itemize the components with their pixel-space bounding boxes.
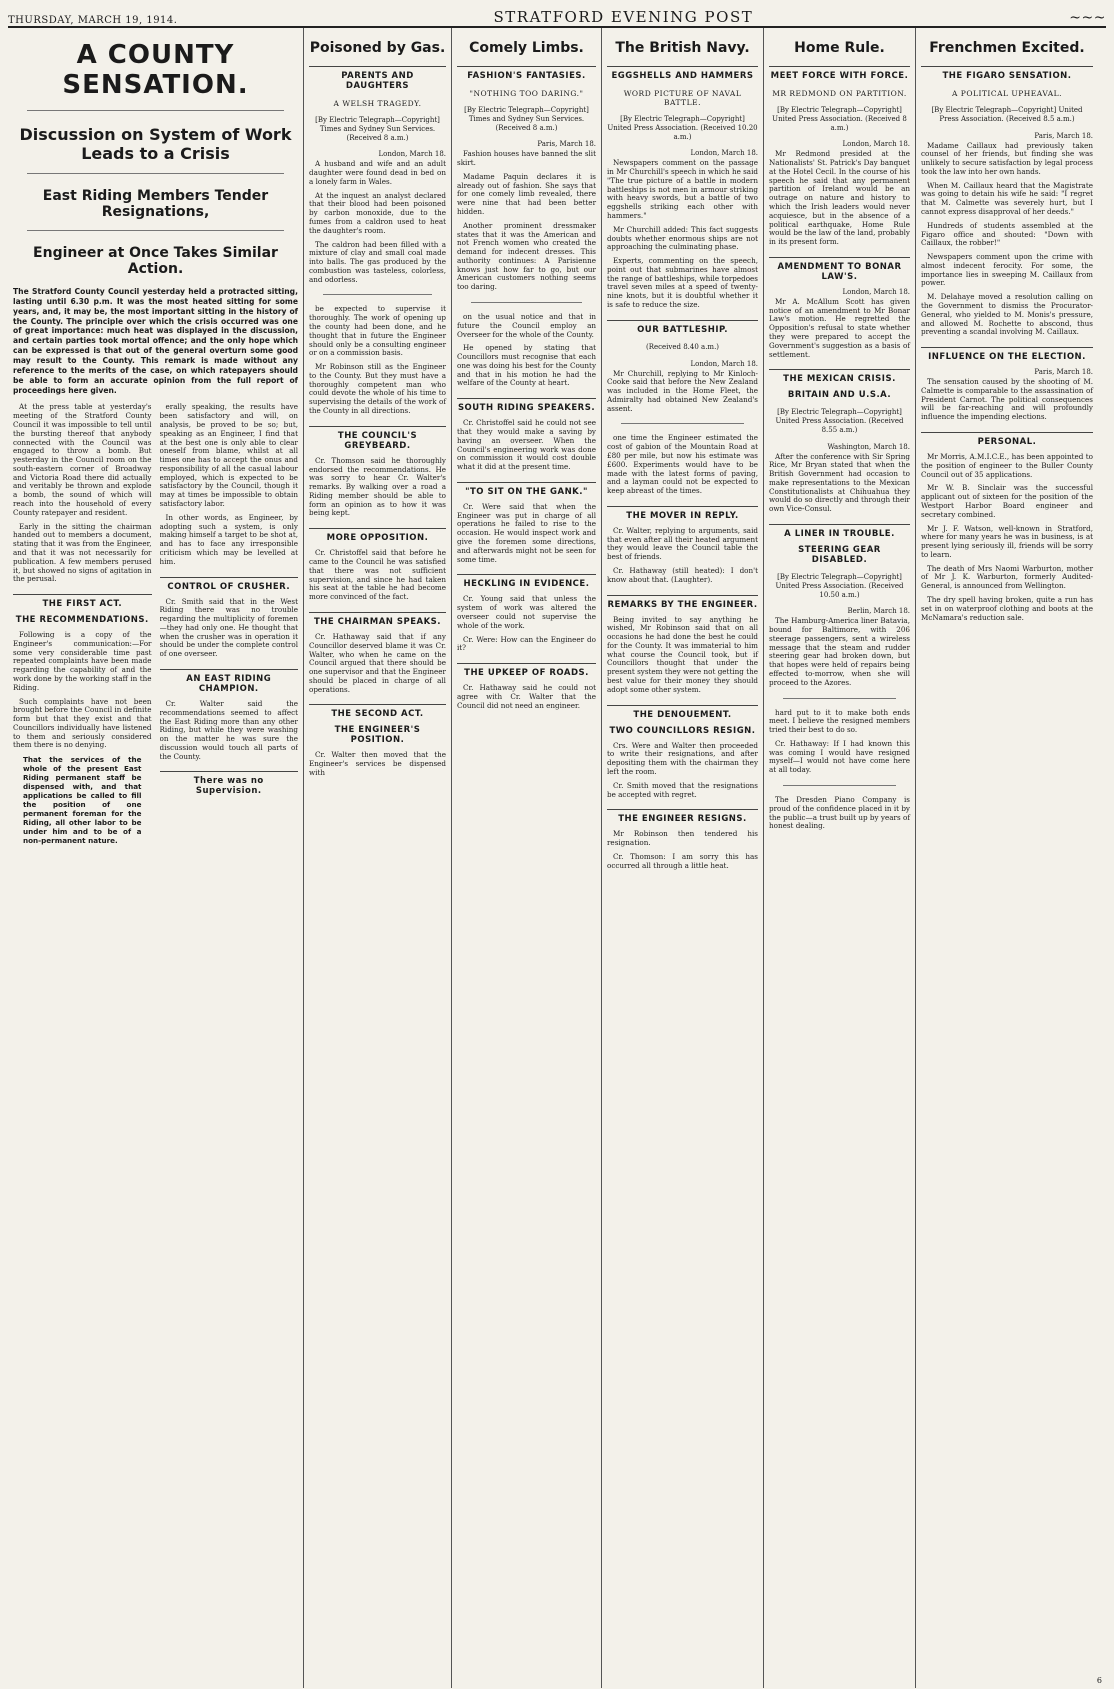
- paper-title: STRATFORD EVENING POST: [493, 8, 754, 26]
- body-paragraph: on the usual notice and that in future the Council employ an Overseer for the whole of the County.: [457, 311, 596, 339]
- body-paragraph: Cr. Young said that unless the system of work was altered the overseer could not supervise the whole of the work.: [457, 594, 596, 630]
- deck-naval-battle: WORD PICTURE OF NAVAL BATTLE.: [623, 89, 742, 107]
- wire-credit: [By Electric Telegraph—Copyright] United Press Association. (Received 10.50 a.m.): [775, 573, 904, 599]
- subhead-fashion-fantasies: FASHION'S FANTASIES.: [457, 66, 596, 81]
- section-control-crusher: CONTROL OF CRUSHER.: [160, 577, 299, 592]
- body-paragraph: Cr. Were said that when the Engineer was put in charge of all operations he failed to rise to the occasion. He would inspect work and give the foremen some directions, and afterwards might not be seen for some time.: [457, 501, 596, 564]
- section-upkeep-roads: THE UPKEEP OF ROADS.: [457, 663, 596, 678]
- body-paragraph: After the conference with Sir Spring Rice, Mr Bryan stated that when the British Government had occasion to make representations to the Mexican Constitutionalists at Chihuahua they would do so directly and through their own Vice-Consul.: [769, 451, 910, 514]
- section-south-riding: SOUTH RIDING SPEAKERS.: [457, 398, 596, 413]
- issue-date: THURSDAY, MARCH 19, 1914.: [8, 15, 178, 26]
- section-personal: PERSONAL.: [921, 432, 1093, 447]
- section-britain-usa: BRITAIN AND U.S.A.: [787, 390, 892, 401]
- body-paragraph: Mr Churchill added: This fact suggests doubts whether enormous ships are not approaching the culminating phase.: [607, 224, 758, 252]
- masthead-flourish: ~~~: [1069, 10, 1106, 26]
- body-paragraph: Cr. Hathaway (still heated): I don't know about that. (Laughter).: [607, 566, 758, 584]
- body-paragraph: Early in the sitting the chairman handed out to members a document, stating that it was from the Engineer, and that it was not necessarily for publication. A few members perused it, but showed no signs of agitation in the perusal.: [13, 521, 152, 584]
- deck-east-riding: East Riding Members Tender Resignations,: [42, 188, 269, 220]
- section-denouement: THE DENOUEMENT.: [607, 705, 758, 720]
- body-paragraph: The dry spell having broken, quite a run has set in on waterproof clothing and boots at the McNamara's reduction sale.: [921, 594, 1093, 622]
- subhead-force-with-force: MEET FORCE WITH FORCE.: [769, 66, 910, 81]
- section-our-battleship: OUR BATTLESHIP.: [607, 320, 758, 335]
- divider: [27, 110, 284, 111]
- section-influence-election: INFLUENCE ON THE ELECTION.: [921, 347, 1093, 362]
- section-steering-gear: STEERING GEAR DISABLED.: [798, 545, 881, 566]
- headline-poisoned-by-gas: Poisoned by Gas.: [309, 40, 446, 56]
- body-paragraph: Cr. Christoffel said that before he came to the Council he was satisfied that there was not sufficient supervision, and since he had taken his seat at the table he had become more convinced of the fact.: [309, 548, 446, 602]
- column-frenchmen-excited: [916, 28, 1098, 1688]
- body-paragraph: Cr. Were: How can the Engineer do it?: [457, 634, 596, 653]
- headline-home-rule: Home Rule.: [794, 40, 885, 56]
- wire-credit: [By Electric Telegraph—Copyright] United Press Association. (Received 8.5 a.m.): [931, 106, 1083, 123]
- body-paragraph: Cr. Walter, replying to arguments, said that even after all their heated argument they would leave the Council table the best of friends.: [607, 525, 758, 562]
- body-paragraph: Mr Churchill, replying to Mr Kinloch-Cooke said that before the New Zealand was included in the Home Fleet, the Admiralty had obtained New Zealand's assent.: [607, 368, 758, 413]
- body-paragraph: The sensation caused by the shooting of M. Calmette is comparable to the assassination of President Carnot. The political consequences will be far-reaching and will profoundly influence the impending elections.: [921, 377, 1093, 422]
- section-engineer-position: THE ENGINEER'S POSITION.: [334, 725, 421, 746]
- section-mexican-crisis: THE MEXICAN CRISIS.: [769, 369, 910, 384]
- column-british-navy: [602, 28, 764, 1688]
- column-home-rule: [764, 28, 916, 1688]
- column-comely-limbs: [452, 28, 602, 1688]
- deck-nothing-too-daring: "NOTHING TOO DARING.": [469, 89, 584, 98]
- body-paragraph: The Dresden Piano Company is proud of the confidence placed in it by the public—a trust built up by years of honest dealing.: [769, 795, 910, 831]
- body-paragraph: Cr. Christoffel said he could not see that they would make a saving by having an overseer. When the Council's engineering work was done on commission it would cost double what it did at the present time.: [457, 418, 596, 472]
- divider: [783, 785, 896, 786]
- deck-engineer-action: Engineer at Once Takes Similar Action.: [33, 245, 278, 277]
- body-paragraph: He opened by stating that Councillors must recognise that each one was doing his best for the County and that in his motion he had the welfare of the County at heart.: [457, 343, 596, 388]
- dateline: London, March 18.: [690, 359, 758, 368]
- deck-political-upheaval: A POLITICAL UPHEAVAL.: [951, 89, 1063, 98]
- dateline: London, March 18.: [690, 149, 758, 158]
- dateline: Washington, March 18.: [827, 442, 910, 451]
- body-paragraph: one time the Engineer estimated the cost of gabion of the Mountain Road at £80 per mile, but now his estimate was £600. Experiments would have to be made with the latest forms of paving, and a layman could not be expected to keep abreast of the times.: [607, 433, 758, 496]
- section-first-act: THE FIRST ACT.: [13, 594, 152, 609]
- section-council-greybeard: THE COUNCIL'S GREYBEARD.: [309, 426, 446, 451]
- section-more-opposition: MORE OPPOSITION.: [309, 528, 446, 543]
- body-paragraph: Mr Robinson then tendered his resignation.: [607, 829, 758, 848]
- body-paragraph: The caldron had been filled with a mixture of clay and small coal made into balls. The gas produced by the combustion was tasteless, colorless, and odorless.: [309, 239, 446, 284]
- body-paragraph: Following is a copy of the Engineer's communication:—For some very considerable time past repeated complaints have been made regarding the capability of and the work done by the working staff in the Riding.: [13, 630, 152, 692]
- body-paragraph: At the press table at yesterday's meeting of the Stratford County Council it was impossible to tell until the bursting thereof that anybody connected with the Council was engaged to throw a bomb. But yesterday in the Council room on the south-eastern corner of Broadway and Victoria Road there did actually and veritably be thrown and explode a bomb, the sound of which will reach into the household of every County ratepayer and resident.: [13, 403, 152, 517]
- divider: [783, 698, 896, 699]
- body-paragraph: Mr W. B. Sinclair was the successful applicant out of sixteen for the position of the Westport Harbor Board engineer and secretary combined.: [921, 483, 1093, 519]
- body-paragraph: be expected to supervise it thoroughly. The work of opening up the county had been done, and he thought that in future the Engineer should only be a consulting engineer or on a commission basis.: [309, 304, 446, 358]
- body-paragraph: Cr. Walter then moved that the Engineer's services be dispensed with: [309, 750, 446, 777]
- body-paragraph: Being invited to say anything he wished, Mr Robinson said that on all occasions he had done the best he could for the County. It was immaterial to him what course the Council took, but if Councillors thought that under the present system they were not getting the best value for their money they should adopt some other system.: [607, 614, 758, 694]
- dateline: London, March 18.: [842, 287, 910, 296]
- dateline: London, March 18.: [378, 150, 446, 159]
- body-paragraph: The death of Mrs Naomi Warburton, mother of Mr J. K. Warburton, formerly Audited-General, is announced from Wellington.: [921, 563, 1093, 591]
- body-paragraph: Such complaints have not been brought before the Council in definite form but that they exist and that Councillors individually have listened to them and seriously considered them there is no denying.: [13, 696, 152, 750]
- divider: [323, 294, 432, 295]
- body-paragraph: Cr. Thomson: I am sorry this has occurred all through a little heat.: [607, 851, 758, 870]
- column-poisoned-by-gas: [304, 28, 452, 1688]
- section-chairman-speaks: THE CHAIRMAN SPEAKS.: [309, 612, 446, 627]
- subheadline-discussion: Discussion on System of Work Leads to a Crisis: [19, 125, 292, 163]
- deck-redmond-partition: MR REDMOND ON PARTITION.: [772, 89, 907, 98]
- dateline: London, March 18.: [842, 140, 910, 149]
- section-recommendations: THE RECOMMENDATIONS.: [15, 615, 149, 626]
- section-no-supervision: There was no Supervision.: [160, 771, 299, 796]
- body-paragraph: Crs. Were and Walter then proceeded to write their resignations, and after depositing them with the chairman they left the room.: [607, 740, 758, 776]
- wire-credit: [By Electric Telegraph—Copyright] United Press Association. (Received 8 a.m.): [772, 106, 907, 132]
- headline-british-navy: The British Navy.: [615, 40, 750, 56]
- dateline: Paris, March 18.: [1034, 131, 1093, 140]
- headline-frenchmen-excited: Frenchmen Excited.: [929, 40, 1085, 56]
- body-paragraph: When M. Caillaux heard that the Magistrate was going to detain his wife he said: "I regret that M. Calmette was severely hurt, but I cannot express disapproval of her deeds.": [921, 180, 1093, 216]
- county-body-right: [160, 403, 299, 849]
- dateline: Paris, March 18.: [537, 140, 596, 149]
- headline-comely-limbs: Comely Limbs.: [469, 40, 584, 56]
- body-paragraph: Cr. Hathaway said he could not agree with Cr. Walter that the Council did not need an engineer.: [457, 683, 596, 710]
- wire-credit: [By Electric Telegraph—Copyright] Times and Sydney Sun Services. (Received 8 a.m.): [315, 116, 440, 142]
- section-heckling: HECKLING IN EVIDENCE.: [457, 574, 596, 589]
- body-paragraph: hard put to it to make both ends meet. I believe the resigned members tried their best to do so.: [769, 707, 910, 735]
- headline-county-sensation: A COUNTY SENSATION.: [62, 40, 249, 100]
- body-paragraph: Cr. Hathaway: If I had known this was coming I would have resigned myself—I would not have come here at all today.: [769, 738, 910, 775]
- masthead: [8, 6, 1106, 28]
- section-sit-on-gank: "TO SIT ON THE GANK.": [457, 482, 596, 497]
- section-engineer-resigns: THE ENGINEER RESIGNS.: [607, 809, 758, 824]
- body-paragraph: Cr. Hathaway said that if any Councillor deserved blame it was Cr. Walter, who when he came on the Council argued that there should be one supervisor and that the Engineer should be placed in charge of all operations.: [309, 631, 446, 694]
- body-paragraph: Cr. Walter said the recommendations seemed to affect the East Riding more than any other Riding, but while they were washing on the matter he was sure the discussion would touch all parts of the County.: [159, 698, 298, 761]
- body-paragraph: Fashion houses have banned the slit skirt.: [457, 149, 596, 168]
- section-remarks-engineer: REMARKS BY THE ENGINEER.: [607, 595, 758, 610]
- body-paragraph: Mr Morris, A.M.I.C.E., has been appointed to the position of engineer to the Buller County Council out of 35 applications.: [921, 452, 1093, 479]
- body-paragraph: erally speaking, the results have been satisfactory and will, on analysis, be proved to be so; but, speaking as an Engineer, I find that at the best one is only able to clear oneself from blame, whilst at all times one has to accept the onus and responsibility of all the casual labour employed, which is expected to be satisfactory by the Council, though it may at times be impossible to obtain satisfactory labor.: [159, 403, 298, 509]
- article-columns: [8, 28, 1106, 1688]
- body-paragraph: Newspapers comment on the passage in Mr Churchill's speech in which he said "The true picture of a battle in modern battleships is not men in armour striking with heavy swords, but a battle of two eggshells striking each other with hammers.": [607, 158, 758, 220]
- county-body-left: [13, 403, 152, 849]
- body-paragraph: A husband and wife and an adult daughter were found dead in bed on a lonely farm in Wales.: [309, 159, 446, 186]
- wire-credit: [By Electric Telegraph—Copyright] United Press Association. (Received 10.20 a.m.): [607, 115, 758, 141]
- body-paragraph: Cr. Smith moved that the resignations be accepted with regret.: [607, 780, 758, 799]
- body-paragraph: Mr J. F. Watson, well-known in Stratford, where for many years he was in business, is at present lying seriously ill, friends will be sorry to learn.: [921, 523, 1093, 559]
- body-paragraph: M. Delahaye moved a resolution calling on the Government to dismiss the Procurator-General, who yielded to M. Monis's pressure, and allowed M. Rochette to abscond, thus preventing a scandal involving M. Caillaux.: [921, 292, 1093, 337]
- body-paragraph: Experts, commenting on the speech, point out that submarines have almost the range of battleships, while torpedoes travel seven miles at a speed of twenty-nine knots, but it is doubtful whether it is safe to reduce the size.: [607, 256, 758, 309]
- body-paragraph: The Hamburg-America liner Batavia, bound for Baltimore, with 206 steerage passengers, sent a wireless message that the steam and rudder steering gear had broken down, but that hopes were held of repairs being effected to-morrow, when she will proceed to the Azores.: [769, 616, 910, 687]
- body-paragraph: In other words, as Engineer, by adopting such a system, is only making himself a target to be shot at, and has to face any irresponsible criticism which may be levelled at him.: [159, 512, 298, 566]
- body-paragraph: Mr Robinson still as the Engineer to the County. But they must have a thoroughly competent man who could devote the whole of his time to supervising the details of the work of the County in all directions.: [309, 362, 446, 415]
- dateline: Paris, March 18.: [1034, 368, 1093, 377]
- page-number: 6: [1096, 1676, 1102, 1685]
- section-mover-reply: THE MOVER IN REPLY.: [607, 506, 758, 521]
- section-amendment-bonar-law: AMENDMENT TO BONAR LAW'S.: [769, 257, 910, 282]
- divider: [27, 173, 284, 174]
- subhead-figaro-sensation: THE FIGARO SENSATION.: [921, 66, 1093, 81]
- section-second-act: THE SECOND ACT.: [309, 704, 446, 719]
- wire-credit: [By Electric Telegraph—Copyright] United Press Association. (Received 8.55 a.m.): [775, 408, 904, 434]
- subhead-eggshells-hammers: EGGSHELLS AND HAMMERS: [607, 66, 758, 81]
- body-paragraph: Mr A. McAllum Scott has given notice of an amendment to Mr Bonar Law's motion. He regretted the Opposition's refusal to state whether they were prepared to accept the Government's suggestion as a basis of settlement.: [769, 296, 910, 359]
- body-paragraph: Madame Paquin declares it is already out of fashion. She says that for one comely limb revealed, there were nine that had been better hidden.: [457, 171, 596, 216]
- dateline: Berlin, March 18.: [847, 607, 910, 616]
- body-paragraph: Another prominent dressmaker states that it was the American and not French women who created the demand for indecent dresses. This authority continues: A Parisienne knows just how far to go, but our American customers nothing seems too daring.: [457, 220, 596, 292]
- divider: [621, 423, 744, 424]
- section-liner-trouble: A LINER IN TROUBLE.: [769, 524, 910, 539]
- subhead-parents-daughters: PARENTS AND DAUGHTERS: [309, 66, 446, 91]
- section-two-councillors: TWO COUNCILLORS RESIGN.: [609, 725, 756, 736]
- body-paragraph: Cr. Thomson said he thoroughly endorsed the recommendations. He was sorry to hear Cr. Walter's remarks. By walking over a road a Riding member should be able to form an opinion as to how it was being kept.: [309, 455, 446, 518]
- column-county-sensation: [8, 28, 304, 1688]
- recommendation-bold-paragraph: That the services of the whole of the present East Riding permanent staff be dispensed with, and that applications be called to fill the position of one permanent foreman for the Riding, all other labor to be under him and to be of a non-permanent nature.: [23, 755, 142, 846]
- body-paragraph: Newspapers comment upon the crime with almost indecent ferocity. For some, the importance lies in sweeping M. Caillaux from power.: [921, 252, 1093, 288]
- divider: [471, 302, 582, 303]
- wire-credit: [By Electric Telegraph—Copyright] Times and Sydney Sun Services. (Received 8 a.m.): [464, 106, 589, 132]
- county-body-columns: [13, 403, 298, 849]
- body-paragraph: Cr. Smith said that in the West Riding there was no trouble regarding the multiplicity of foremen—they had only one. He thought that when the crusher was in operation it should be under the complete control of one overseer.: [159, 596, 298, 659]
- body-paragraph: Madame Caillaux had previously taken counsel of her friends, but finding she was unlikely to secure satisfaction by legal process took the law into her own hands.: [921, 140, 1093, 176]
- divider: [27, 230, 284, 231]
- body-paragraph: Mr Redmond presided at the Nationalists' St. Patrick's Day banquet at the Hotel Cecil. In the course of his speech he said that any permanent partition of Ireland would be an outrage on nature and history to which the Irish leaders would never acquiesce, but in the absence of a political earthquake, Home Rule would be the law of the land, probably in its present form.: [769, 149, 910, 247]
- section-east-riding-champion: AN EAST RIDING CHAMPION.: [160, 669, 299, 694]
- body-paragraph: At the inquest an analyst declared that their blood had been poisoned by carbon monoxide, due to the fumes from a caldron used to heat the daughter's room.: [309, 190, 446, 235]
- deck-welsh-tragedy: A WELSH TRAGEDY.: [333, 99, 422, 108]
- lead-paragraph: The Stratford County Council yesterday held a protracted sitting, lasting until 6.30 p.m. It was the most heated sitting for some years, and, it may be, the most important sitting in the history of the County. The principle over which the crisis occurred was one of great importance: much heat was displayed in the discussion, and certain parties took mortal offence; and the only hope which can be expressed is that out of the general overturn some good may result to the County. This remark is made without any reference to the merits of the case, on which ratepayers should be able to form an accurate opinion from the full report of proceedings here given.: [13, 287, 298, 395]
- body-paragraph: Hundreds of students assembled at the Figaro office and shouted: "Down with Caillaux, the robber!": [921, 220, 1093, 248]
- received-time: (Received 8.40 a.m.): [645, 342, 720, 351]
